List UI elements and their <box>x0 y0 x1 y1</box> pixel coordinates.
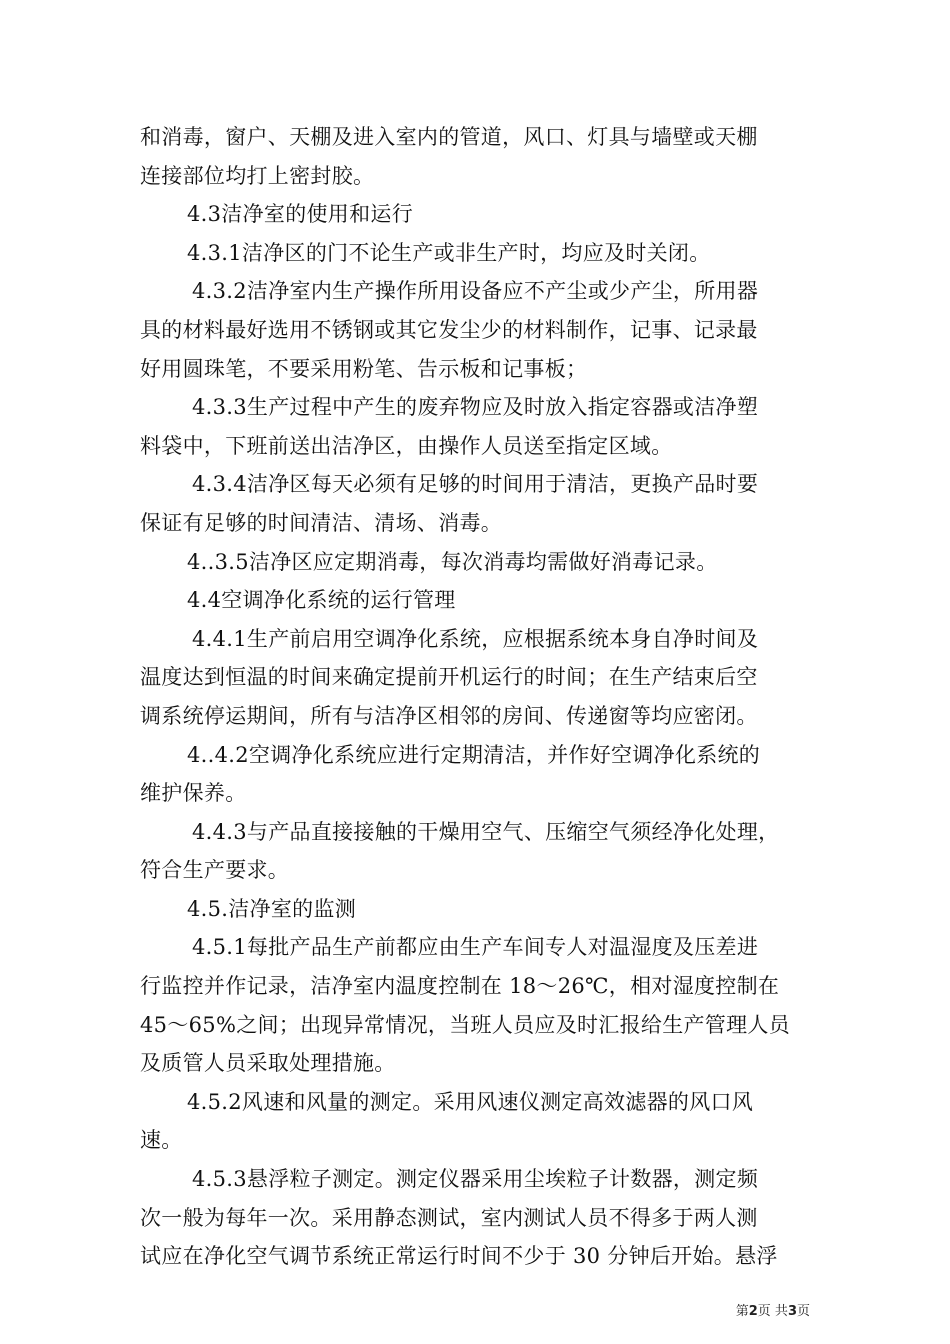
text-line: 及质管人员采取处理措施。 <box>140 1051 396 1076</box>
text-line: 行监控并作记录，洁净室内温度控制在 18～26℃，相对湿度控制在 <box>140 974 780 999</box>
document-body <box>140 118 815 1276</box>
text-line: 4.3.4洁净区每天必须有足够的时间用于清洁，更换产品时要 <box>192 472 759 497</box>
text-line: 4.5.3悬浮粒子测定。测定仪器采用尘埃粒子计数器，测定频 <box>192 1167 759 1192</box>
text-line: 4.4.3与产品直接接触的干燥用空气、压缩空气须经净化处理， <box>192 819 780 844</box>
text-line: 次一般为每年一次。采用静态测试，室内测试人员不得多于两人测 <box>140 1205 758 1230</box>
text-line: 4.3.1洁净区的门不论生产或非生产时，均应及时关闭。 <box>187 240 711 265</box>
text-line: 4.5.2风速和风量的测定。采用风速仪测定高效滤器的风口风 <box>187 1089 754 1114</box>
text-line: 试应在净化空气调节系统正常运行时间不少于 30 分钟后开始。悬浮 <box>140 1244 778 1269</box>
footer-suffix: 页 <box>796 1304 810 1319</box>
text-line: 调系统停运期间，所有与洁净区相邻的房间、传递窗等均应密闭。 <box>140 703 758 728</box>
footer-prefix: 第 <box>735 1304 749 1319</box>
text-line: 4.3.2洁净室内生产操作所用设备应不产尘或少产尘，所用器 <box>192 279 759 304</box>
text-line: 速。 <box>140 1128 183 1153</box>
footer-page-number: 2 <box>748 1304 758 1319</box>
text-line: 保证有足够的时间清洁、清场、消毒。 <box>140 510 503 535</box>
section-heading: 4.5.洁净室的监测 <box>187 896 357 921</box>
section-heading: 4.3洁净室的使用和运行 <box>187 202 413 227</box>
footer-total-pages: 3 <box>787 1304 797 1319</box>
text-line: 温度达到恒温的时间来确定提前开机运行的时间；在生产结束后空 <box>140 665 758 690</box>
text-line: 好用圆珠笔，不要采用粉笔、告示板和记事板； <box>140 356 588 381</box>
section-heading: 4.4空调净化系统的运行管理 <box>187 588 456 613</box>
text-line: 45～65%之间；出现异常情况，当班人员应及时汇报给生产管理人员 <box>140 1012 790 1037</box>
text-line: 4.4.1生产前启用空调净化系统，应根据系统本身自净时间及 <box>192 626 759 651</box>
text-line: 4..4.2空调净化系统应进行定期清洁，并作好空调净化系统的 <box>187 742 761 767</box>
text-line: 料袋中，下班前送出洁净区，由操作人员送至指定区域。 <box>140 433 673 458</box>
text-line: 和消毒，窗户、天棚及进入室内的管道，风口、灯具与墙壁或天棚 <box>140 125 758 149</box>
text-line: 具的材料最好选用不锈钢或其它发尘少的材料制作，记事、记录最 <box>140 317 758 342</box>
text-line: 4.5.1每批产品生产前都应由生产车间专人对温湿度及压差进 <box>192 935 759 960</box>
text-line: 连接部位均打上密封胶。 <box>140 163 375 188</box>
text-line: 4..3.5洁净区应定期消毒，每次消毒均需做好消毒记录。 <box>187 549 718 574</box>
text-line: 4.3.3生产过程中产生的废弃物应及时放入指定容器或洁净塑 <box>192 395 759 420</box>
text-line: 符合生产要求。 <box>140 858 290 883</box>
footer-middle: 页 共 <box>757 1304 788 1319</box>
page-footer <box>700 1300 810 1319</box>
text-line: 维护保养。 <box>140 781 247 806</box>
